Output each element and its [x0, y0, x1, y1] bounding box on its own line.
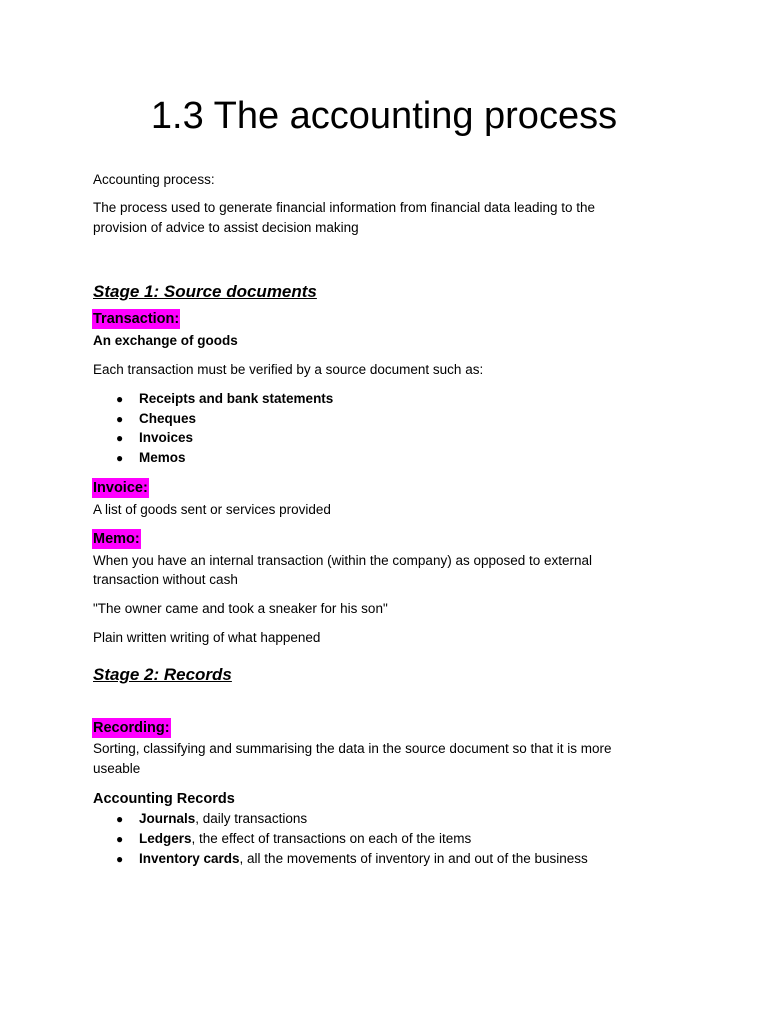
bullet-icon: ●	[116, 412, 124, 426]
recording-definition-line-2: useable	[93, 761, 141, 776]
document-item: Cheques	[139, 411, 197, 426]
stage-1-heading: Stage 1: Source documents	[93, 282, 317, 301]
memo-label: Memo:	[93, 531, 140, 547]
record-term: Journals	[139, 811, 196, 826]
document-item: Invoices	[139, 430, 194, 445]
invoice-definition: A list of goods sent or services provided	[93, 502, 331, 517]
verified-text: Each transaction must be verified by a source document such as:	[93, 362, 484, 377]
bullet-icon: ●	[116, 451, 124, 465]
memo-note: Plain written writing of what happened	[93, 630, 321, 645]
intro-definition-line-2: provision of advice to assist decision making	[93, 220, 359, 235]
record-term: Ledgers	[139, 831, 192, 846]
record-item	[139, 849, 588, 869]
record-term: Inventory cards	[139, 851, 240, 866]
memo-definition-line-2: transaction without cash	[93, 572, 238, 587]
intro-definition-line-1: The process used to generate financial information from financial data leading to the	[93, 200, 596, 215]
bullet-icon: ●	[116, 392, 124, 406]
memo-definition-line-1: When you have an internal transaction (within the company) as opposed to external	[93, 553, 593, 568]
record-desc: , daily transactions	[195, 811, 308, 826]
record-desc: , the effect of transactions on each of the items	[191, 831, 472, 846]
document-item: Memos	[139, 450, 186, 465]
recording-label: Recording:	[93, 720, 170, 736]
bullet-icon: ●	[116, 852, 124, 866]
record-item	[139, 829, 471, 849]
transaction-label: Transaction:	[93, 311, 180, 327]
recording-definition-line-1: Sorting, classifying and summarising the data in the source document so that it is more	[93, 741, 612, 756]
record-desc: , all the movements of inventory in and out of the business	[239, 851, 588, 866]
accounting-records-heading: Accounting Records	[93, 791, 235, 807]
invoice-label: Invoice:	[93, 480, 148, 496]
document-item: Receipts and bank statements	[139, 391, 334, 406]
bullet-icon: ●	[116, 832, 124, 846]
stage-2-heading: Stage 2: Records	[93, 665, 232, 684]
transaction-definition: An exchange of goods	[93, 333, 238, 348]
page-title: 1.3 The accounting process	[150, 95, 618, 137]
intro-label: Accounting process:	[93, 172, 215, 187]
memo-example: "The owner came and took a sneaker for his son"	[93, 601, 388, 616]
bullet-icon: ●	[116, 431, 124, 445]
bullet-icon: ●	[116, 812, 124, 826]
record-item	[139, 809, 307, 829]
